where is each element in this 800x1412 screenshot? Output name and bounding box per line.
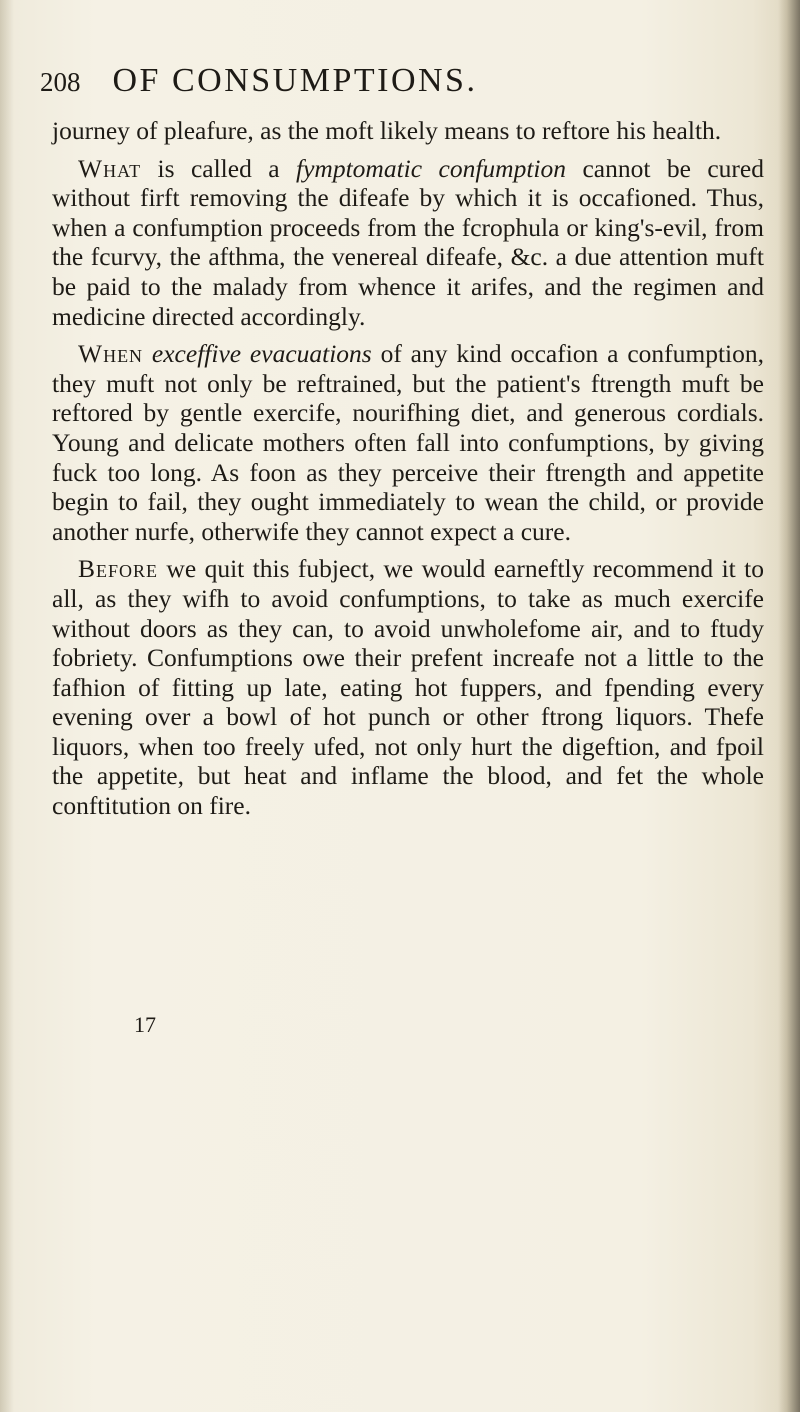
paragraph-before-we-quit <box>52 554 764 820</box>
paragraph-continuation <box>52 116 764 146</box>
paragraph-text: is called a <box>141 153 297 183</box>
paragraph-symptomatic <box>52 154 764 332</box>
page-header <box>40 62 740 102</box>
paragraph-text: journey of pleafure, as the moft likely means to reftore his health. <box>52 116 722 145</box>
paragraph-lead-word: What <box>78 153 142 183</box>
running-head: OF CONSUMPTIONS. <box>112 62 478 99</box>
paragraph-text: cannot be cured without firft removing the difeafe by which it is occafioned. Thus, when a confumption proceeds from the fcrophula or king's-evil, from the fcurvy, the afthma, the venereal difeafe, &c. a due attention muft be paid to the malady from whence it arifes, and the regimen and medicine directed accordingly. <box>52 153 764 331</box>
italic-term: exceffive evacuations <box>151 339 372 369</box>
paragraph-text: of any kind occafion a confumption, they muft not only be reftrained, but the patient's ftrength muft be reftored by gentle exercife, nourifhing diet, and generous cordials. Young and delicate mothers often fall into confumptions, by giving fuck too long. As foon as they perceive their ftrength and appetite begin to fail, they ought immediately to wean the child, or provide another nurfe, otherwife they cannot expect a cure. <box>52 339 765 546</box>
paragraph-lead-word: When <box>78 339 144 369</box>
paragraph-lead-word: Before <box>78 554 159 584</box>
paragraph-text: we quit this fubject, we would earneftly recommend it to all, as they wifh to avoid confumptions, to take as much exercife without doors as they can, to avoid unwholefome air, and to ftudy fobriety. Confumptions owe their prefent increafe not a little to the fafhion of fitting up late, eating hot fuppers, and fpending every evening over a bowl of hot punch or other ftrong liquors. Thefe liquors, when too freely ufed, not only hurt the digeftion, and fpoil the appetite, but heat and inflame the blood, and fet the whole conftitution on fire. <box>52 554 764 821</box>
page-gutter-shadow <box>0 0 14 1412</box>
signature-mark: 17 <box>134 1012 156 1037</box>
paragraph-evacuations <box>52 339 764 546</box>
italic-term: fymptomatic confumption <box>296 153 567 183</box>
page-edge-shadow <box>778 0 800 1412</box>
page-number: 208 <box>40 67 81 97</box>
paragraph-text <box>143 339 152 368</box>
body-text <box>52 116 764 829</box>
